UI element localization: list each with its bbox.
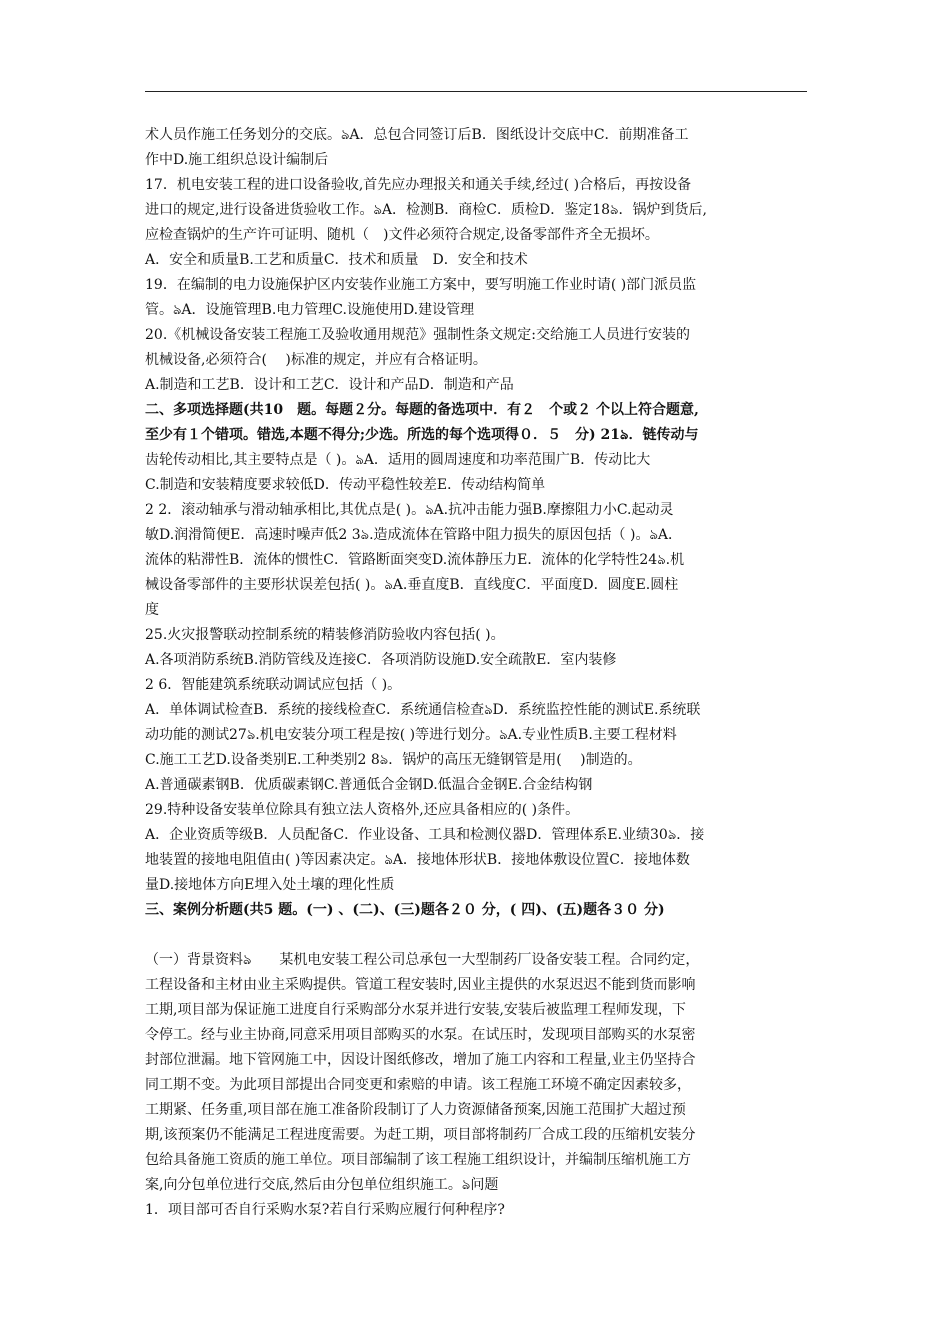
options-line: A．安全和质量B.工艺和质量C．技术和质量 D．安全和技术	[145, 252, 528, 268]
case-question-1: 1．项目部可否自行采购水泵?若自行采购应履行何种程序?	[145, 1202, 505, 1218]
text-line: 地装置的接地电阻值由( )等因素决定。ঌA．接地体形状B．接地体敷设位置C．接地体数	[145, 852, 690, 868]
question-19: 19．在编制的电力设施保护区内安装作业施工方案中，要写明施工作业时请( )部门派员监	[145, 277, 697, 293]
text-line: 作中D.施工组织总设计编制后	[145, 152, 329, 168]
question-29: 29.特种设备安装单位除具有独立法人资格外,还应具备相应的( )条件。	[145, 802, 580, 818]
options-line: A.各项消防系统B.消防管线及连接C．各项消防设施D.安全疏散E．室内装修	[145, 652, 617, 668]
text-line: 案,向分包单位进行交底,然后由分包单位组织施工。ঌ问题	[145, 1177, 499, 1193]
question-25: 25.火灾报警联动控制系统的精装修消防验收内容包括( )。	[145, 627, 505, 643]
text-line: 期,该预案仍不能满足工程进度需要。为赶工期，项目部将制药厂合成工段的压缩机安装分	[145, 1127, 696, 1143]
options-line: C.制造和安装精度要求较低D．传动平稳性较差E．传动结构简单	[145, 477, 546, 493]
options-line: A．企业资质等级B．人员配备C．作业设备、工具和检测仪器D．管理体系E.业绩30ঌ．接	[145, 827, 705, 843]
options-line: A.普通碳素钢B．优质碳素钢C.普通低合金钢D.低温合金钢E.合金结构钢	[145, 777, 593, 793]
text-line: 量D.接地体方向E埋入处土壤的理化性质	[145, 877, 395, 893]
options-line: A.制造和工艺B．设计和工艺C．设计和产品D．制造和产品	[145, 377, 514, 393]
text-line: 动功能的测试27ঌ.机电安装分项工程是按( )等进行划分。ঌA.专业性质B.主要工程材料	[145, 727, 677, 743]
text-line: 封部位泄漏。地下管网施工中，因设计图纸修改，增加了施工内容和工程量,业主仍坚持合	[145, 1052, 696, 1068]
text-line: 术人员作施工任务划分的交底。ঌA．总包合同签订后B．图纸设计交底中C．前期准备工	[145, 127, 689, 143]
text-line: 应检查锅炉的生产许可证明、随机（ )文件必须符合规定,设备零部件齐全无损坏。	[145, 227, 659, 243]
question-22: 2 2．滚动轴承与滑动轴承相比,其优点是( )。ঌA.抗冲击能力强B.摩擦阻力小C.起动灵	[145, 502, 674, 518]
header-rule	[145, 91, 807, 92]
text-line: 进口的规定,进行设备进货验收工作。ঌA．检测B．商检C．质检D．鉴定18ঌ．锅炉到货后,	[145, 202, 707, 218]
options-line: A．单体调试检查B．系统的接线检查C．系统通信检查ঌD．系统监控性能的测试E.系统联	[145, 702, 701, 718]
blank-line	[145, 923, 807, 948]
text-line: 同工期不变。为此项目部提出合同变更和索赔的申请。该工程施工环境不确定因素较多，	[145, 1077, 691, 1093]
question-17: 17．机电安装工程的进口设备验收,首先应办理报关和通关手续,经过( )合格后，再按设备	[145, 177, 692, 193]
text-line	[145, 423, 807, 448]
case-background: （一）背景资料ঌ 某机电安装工程公司总承包一大型制药厂设备安装工程。合同约定，	[145, 952, 700, 968]
text-line: 工程设备和主材由业主采购提供。管道工程安装时,因业主提供的水泵迟迟不能到货而影响	[145, 977, 696, 993]
text-line: C.施工工艺D.设备类别E.工种类别2 8ঌ．锅炉的高压无缝钢管是用( )制造的。	[145, 752, 642, 768]
text-line: 流体的粘滞性B．流体的惯性C．管路断面突变D.流体静压力E．流体的化学特性24ঌ.机	[145, 552, 685, 568]
text-line: 敏D.润滑简便E．高速时噪声低2 3ঌ.造成流体在管路中阻力损失的原因包括（ )。ঌA．	[145, 527, 682, 543]
text-line: 管。ঌA．设施管理B.电力管理C.设施使用D.建设管理	[145, 302, 475, 318]
text-line: 械设备零部件的主要形状误差包括( )。ঌA.垂直度B．直线度C．平面度D．圆度E.圆柱	[145, 577, 679, 593]
text-line: 令停工。经与业主协商,同意采用项目部购买的水泵。在试压时，发现项目部购买的水泵密	[145, 1027, 696, 1043]
text-line: 工期紧、任务重,项目部在施工准备阶段制订了人力资源储备预案,因施工范围扩大超过预	[145, 1102, 686, 1118]
question-20: 20.《机械设备安装工程施工及验收通用规范》强制性条文规定:交给施工人员进行安装的	[145, 327, 690, 343]
section-heading-continued: 至少有１个错项。错选,本题不得分;少选。所选的每个选项得０．５ 分) 21ঌ．链传动与	[145, 427, 699, 443]
section-heading-multiple-choice: 二、多项选择题(共10 题。每题２分。每题的备选项中．有２ 个或２ 个以上符合题意,	[145, 402, 699, 418]
text-line: 工期,项目部为保证施工进度自行采购部分水泵并进行安装,安装后被监理工程师发现，下	[145, 1002, 686, 1018]
text-line: 度	[145, 602, 159, 618]
question-26: 2 6．智能建筑系统联动调试应包括（ )。	[145, 677, 402, 693]
section-heading-case-analysis: 三、案例分析题(共5 题。(一) 、(二)、(三)题各２０ 分，( 四)、(五)题各３０ 分)	[145, 902, 665, 918]
document-body	[145, 123, 807, 1223]
text-line: 机械设备,必须符合( )标准的规定，并应有合格证明。	[145, 352, 487, 368]
text-line: 齿轮传动相比,其主要特点是（ )。ঌA．适用的圆周速度和功率范围广B．传动比大	[145, 452, 651, 468]
text-line: 包给具备施工资质的施工单位。项目部编制了该工程施工组织设计，并编制压缩机施工方	[145, 1152, 691, 1168]
